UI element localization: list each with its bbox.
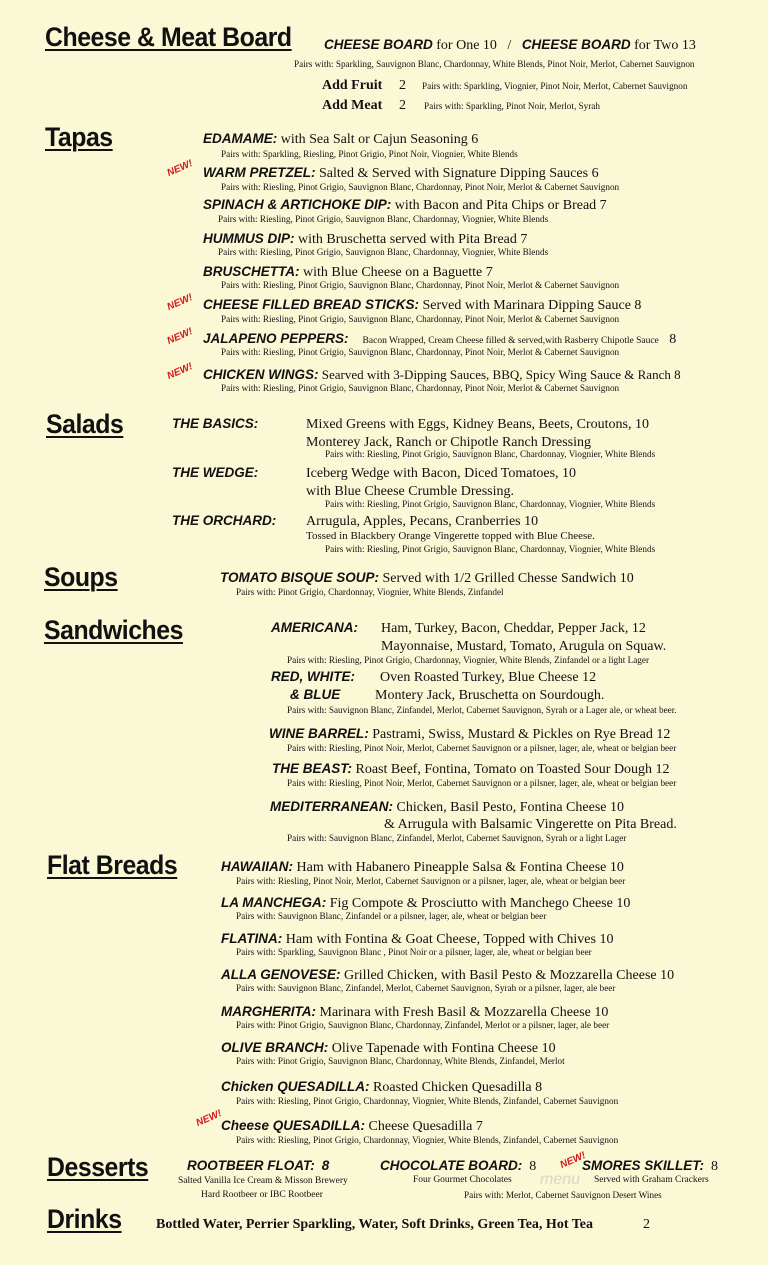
pairs-the-beast: Pairs with: Riesling, Pinot Noir, Merlot, Cabernet Sauvignon or a pilsner, lager, ale, wheat or belgian beer bbox=[287, 778, 677, 788]
menu-item-la-manchega: LA MANCHEGA: Fig Compote & Prosciutto with Manchego Cheese 10 bbox=[221, 895, 631, 911]
add-meat-pairs: Pairs with: Sparkling, Pinot Noir, Merlot, Syrah bbox=[424, 101, 600, 111]
sandwich-americana-line2: Mayonnaise, Mustard, Tomato, Arugula on Squaw. bbox=[381, 639, 667, 654]
sandwich-blue-name: & BLUE bbox=[290, 687, 341, 702]
pairs-salad-wedge: Pairs with: Riesling, Pinot Grigio, Sauvignon Blanc, Chardonnay, Viognier, White Blends bbox=[325, 499, 656, 509]
add-meat-price: 2 bbox=[399, 98, 406, 113]
section-title-salads: Salads bbox=[46, 409, 124, 439]
pairs-alla-genovese: Pairs with: Sauvignon Blanc, Zinfandel, Merlot, Cabernet Sauvignon, Syrah or a pilsner, lager, ale beer bbox=[236, 983, 616, 993]
cheese-board-two-label: for Two bbox=[634, 38, 679, 53]
salad-basics-line2: Monterey Jack, Ranch or Chipotle Ranch Dressing bbox=[306, 435, 591, 450]
cheese-board-one-price: 10 bbox=[482, 38, 497, 53]
pairs-wine-barrel: Pairs with: Riesling, Pinot Noir, Merlot, Cabernet Sauvignon or a pilsner, lager, ale, wheat or belgian beer bbox=[287, 743, 677, 753]
menu-item-chocolate-board: CHOCOLATE BOARD: 8 bbox=[380, 1158, 537, 1174]
menu-item-mediterranean: MEDITERRANEAN: Chicken, Basil Pesto, Fontina Cheese 10 bbox=[270, 799, 624, 815]
cheese-board-two-price: 13 bbox=[681, 38, 696, 53]
pairs-la-manchega: Pairs with: Sauvignon Blanc, Zinfandel or a pilsner, lager, ale, wheat or belgian beer bbox=[236, 911, 547, 921]
menu-item-the-beast: THE BEAST: Roast Beef, Fontina, Tomato on Toasted Sour Dough 12 bbox=[272, 761, 670, 777]
pairs-cheese-quesadilla: Pairs with: Riesling, Pinot Grigio, Chardonnay, Viognier, White Blends, Zinfandel, Cabernet Sauvignon bbox=[236, 1135, 619, 1145]
new-badge: NEW! bbox=[165, 292, 195, 313]
add-meat-name: Add Meat bbox=[322, 98, 383, 113]
menu-item-bread-sticks: CHEESE FILLED BREAD STICKS: Served with Marinara Dipping Sauce 8 bbox=[203, 297, 642, 313]
pairs-olive-branch: Pairs with: Pinot Grigio, Sauvignon Blanc, Chardonnay, White Blends, Zinfandel, Merlot bbox=[236, 1056, 565, 1066]
menu-item-hummus-dip: HUMMUS DIP: with Bruschetta served with Pita Bread 7 bbox=[203, 231, 528, 247]
section-title-drinks: Drinks bbox=[47, 1204, 122, 1234]
pairs-hummus-dip: Pairs with: Riesling, Pinot Grigio, Sauvignon Blanc, Chardonnay, Viognier, White Blends bbox=[218, 247, 549, 257]
section-title-cheese-board: Cheese & Meat Board bbox=[45, 22, 292, 52]
menu-item-chicken-quesadilla: Chicken QUESADILLA: Roasted Chicken Quesadilla 8 bbox=[221, 1079, 543, 1095]
menu-item-wine-barrel: WINE BARREL: Pastrami, Swiss, Mustard & Pickles on Rye Bread 12 bbox=[269, 726, 671, 742]
sandwich-americana-line1: Ham, Turkey, Bacon, Cheddar, Pepper Jack, 12 bbox=[381, 621, 646, 636]
cheese-board-pairs: Pairs with: Sparkling, Sauvignon Blanc, Chardonnay, White Blends, Pinot Noir, Merlot, Cabernet Sauvignon bbox=[294, 59, 695, 69]
smores-skillet-line: Served with Graham Crackers bbox=[594, 1175, 709, 1185]
pairs-bread-sticks: Pairs with: Riesling, Pinot Grigio, Sauvignon Blanc, Chardonnay, Pinot Noir, Merlot & Cabernet Sauvignon bbox=[221, 314, 620, 324]
add-fruit-name: Add Fruit bbox=[322, 78, 383, 93]
add-fruit-pairs: Pairs with: Sparkling, Viognier, Pinot Noir, Merlot, Cabernet Sauvignon bbox=[422, 81, 688, 91]
menu-item-alla-genovese: ALLA GENOVESE: Grilled Chicken, with Basil Pesto & Mozzarella Cheese 10 bbox=[221, 967, 675, 983]
pairs-jalapeno-peppers: Pairs with: Riesling, Pinot Grigio, Sauvignon Blanc, Chardonnay, Pinot Noir, Merlot & Cabernet Sauvignon bbox=[221, 347, 620, 357]
salad-orchard-name: THE ORCHARD: bbox=[172, 513, 277, 528]
menu-item-cheese-quesadilla: Cheese QUESADILLA: Cheese Quesadilla 7 bbox=[221, 1118, 483, 1134]
pairs-sandwich-redwhite: Pairs with: Sauvignon Blanc, Zinfandel, Merlot, Cabernet Sauvignon, Syrah or a Lager ale, or wheat beer. bbox=[287, 705, 677, 715]
new-badge: NEW! bbox=[194, 1108, 224, 1129]
menu-item-olive-branch: OLIVE BRANCH: Olive Tapenade with Fontina Cheese 10 bbox=[221, 1040, 556, 1056]
rootbeer-line2: Hard Rootbeer or IBC Rootbeer bbox=[201, 1190, 323, 1200]
chocolate-board-line: Four Gourmet Chocolates bbox=[413, 1175, 512, 1185]
pairs-mediterranean: Pairs with: Sauvignon Blanc, Zinfandel, Merlot, Cabernet Sauvignon, Syrah or a light Lager bbox=[287, 833, 627, 843]
salad-orchard-line2: Tossed in Blackbery Orange Vingerette topped with Blue Cheese. bbox=[306, 530, 595, 542]
pairs-chicken-quesadilla: Pairs with: Riesling, Pinot Grigio, Chardonnay, Viognier, White Blends, Zinfandel, Cabernet Sauvignon bbox=[236, 1096, 619, 1106]
section-title-tapas: Tapas bbox=[45, 122, 113, 152]
add-fruit-price: 2 bbox=[399, 78, 406, 93]
cheese-board-options bbox=[324, 36, 696, 54]
pairs-flatina: Pairs with: Sparkling, Sauvignon Blanc , Pinot Noir or a pilsner, lager, ale, wheat or belgian beer bbox=[236, 947, 592, 957]
menu-item-warm-pretzel: WARM PRETZEL: Salted & Served with Signature Dipping Sauces 6 bbox=[203, 165, 599, 181]
new-badge: NEW! bbox=[165, 326, 195, 347]
watermark-text: menu bbox=[540, 1171, 581, 1188]
sandwich-mediterranean-line2: & Arrugula with Balsamic Vingerette on Pita Bread. bbox=[384, 817, 677, 832]
sandwich-redwhite-line1: Oven Roasted Turkey, Blue Cheese 12 bbox=[380, 670, 597, 685]
menu-item-edamame: EDAMAME: with Sea Salt or Cajun Seasoning 6 bbox=[203, 131, 479, 147]
drinks-list: Bottled Water, Perrier Sparkling, Water, Soft Drinks, Green Tea, Hot Tea bbox=[156, 1217, 593, 1232]
salad-basics-name: THE BASICS: bbox=[172, 416, 259, 431]
menu-item-spinach-dip: SPINACH & ARTICHOKE DIP: with Bacon and Pita Chips or Bread 7 bbox=[203, 197, 607, 213]
new-badge: NEW! bbox=[558, 1150, 588, 1171]
pairs-sandwich-americana: Pairs with: Riesling, Pinot Grigio, Chardonnay, Viognier, White Blends, Zinfandel or a light Lager bbox=[287, 655, 650, 665]
pairs-tomato-bisque: Pairs with: Pinot Grigio, Chardonnay, Viognier, White Blends, Zinfandel bbox=[236, 587, 504, 597]
pairs-spinach-dip: Pairs with: Riesling, Pinot Grigio, Sauvignon Blanc, Chardonnay, Viognier, White Blends bbox=[218, 214, 549, 224]
pairs-salad-basics: Pairs with: Riesling, Pinot Grigio, Sauvignon Blanc, Chardonnay, Viognier, White Blends bbox=[325, 449, 656, 459]
pairs-salad-orchard: Pairs with: Riesling, Pinot Grigio, Sauvignon Blanc, Chardonnay, Viognier, White Blends bbox=[325, 544, 656, 554]
rootbeer-line1: Salted Vanilla Ice Cream & Misson Brewery bbox=[178, 1176, 348, 1186]
salad-orchard-line1: Arrugula, Apples, Pecans, Cranberries 10 bbox=[306, 514, 539, 529]
sandwich-americana-name: AMERICANA: bbox=[271, 620, 358, 635]
menu-item-chicken-wings: CHICKEN WINGS: Searved with 3-Dipping Sauces, BBQ, Spicy Wing Sauce & Ranch 8 bbox=[203, 367, 681, 382]
section-title-desserts: Desserts bbox=[47, 1152, 149, 1182]
cheese-board-one-label: for One bbox=[436, 38, 480, 53]
pairs-chicken-wings: Pairs with: Riesling, Pinot Grigio, Sauvignon Blanc, Chardonnay, Pinot Noir, Merlot & Cabernet Sauvignon bbox=[221, 383, 620, 393]
menu-item-rootbeer-float: ROOTBEER FLOAT: 8 bbox=[187, 1158, 330, 1173]
pairs-margherita: Pairs with: Pinot Grigio, Sauvignon Blanc, Chardonnay, Zinfandel, Merlot or a pilsner, lager, ale beer bbox=[236, 1020, 610, 1030]
section-title-flat-breads: Flat Breads bbox=[47, 850, 178, 880]
menu-item-smores-skillet: SMORES SKILLET: 8 bbox=[582, 1158, 719, 1174]
menu-item-tomato-bisque: TOMATO BISQUE SOUP: Served with 1/2 Grilled Chesse Sandwich 10 bbox=[220, 570, 634, 586]
menu-item-hawaiian: HAWAIIAN: Ham with Habanero Pineapple Salsa & Fontina Cheese 10 bbox=[221, 859, 624, 875]
new-badge: NEW! bbox=[165, 158, 195, 179]
salad-wedge-line2: with Blue Cheese Crumble Dressing. bbox=[306, 484, 515, 499]
pairs-edamame: Pairs with: Sparkling, Riesling, Pinot Grigio, Pinot Noir, Viognier, White Blends bbox=[221, 149, 518, 159]
menu-item-flatina: FLATINA: Ham with Fontina & Goat Cheese, Topped with Chives 10 bbox=[221, 931, 614, 947]
section-title-soups: Soups bbox=[44, 562, 118, 592]
pairs-desserts: Pairs with: Merlot, Cabernet Sauvignon Desert Wines bbox=[464, 1190, 662, 1200]
section-title-sandwiches: Sandwiches bbox=[44, 615, 183, 645]
salad-basics-line1: Mixed Greens with Eggs, Kidney Beans, Beets, Croutons, 10 bbox=[306, 417, 649, 432]
cheese-board-two-name: CHEESE BOARD bbox=[521, 37, 631, 52]
pairs-hawaiian: Pairs with: Riesling, Pinot Noir, Merlot, Cabernet Sauvignon or a pilsner, lager, ale, wheat or belgian beer bbox=[236, 876, 626, 886]
menu-item-bruschetta: BRUSCHETTA: with Blue Cheese on a Baguette 7 bbox=[203, 264, 493, 280]
sandwich-redwhite-line2: Montery Jack, Bruschetta on Sourdough. bbox=[375, 688, 605, 703]
cheese-board-one-name: CHEESE BOARD bbox=[324, 37, 433, 52]
menu-item-jalapeno-peppers: JALAPENO PEPPERS: Bacon Wrapped, Cream Cheese filled & served,with Rasberry Chipotle Sauce 8 bbox=[203, 331, 677, 347]
drinks-price: 2 bbox=[643, 1217, 650, 1232]
menu-item-margherita: MARGHERITA: Marinara with Fresh Basil & Mozzarella Cheese 10 bbox=[221, 1004, 609, 1020]
sandwich-redwhite-name: RED, WHITE: bbox=[271, 669, 355, 684]
salad-wedge-name: THE WEDGE: bbox=[172, 465, 259, 480]
pairs-bruschetta: Pairs with: Riesling, Pinot Grigio, Sauvignon Blanc, Chardonnay, Pinot Noir, Merlot & Cabernet Sauvignon bbox=[221, 280, 620, 290]
pairs-warm-pretzel: Pairs with: Riesling, Pinot Grigio, Sauvignon Blanc, Chardonnay, Pinot Noir, Merlot & Cabernet Sauvignon bbox=[221, 182, 620, 192]
cheese-board-separator: / bbox=[507, 38, 512, 53]
salad-wedge-line1: Iceberg Wedge with Bacon, Diced Tomatoes, 10 bbox=[306, 466, 577, 481]
new-badge: NEW! bbox=[165, 361, 195, 382]
